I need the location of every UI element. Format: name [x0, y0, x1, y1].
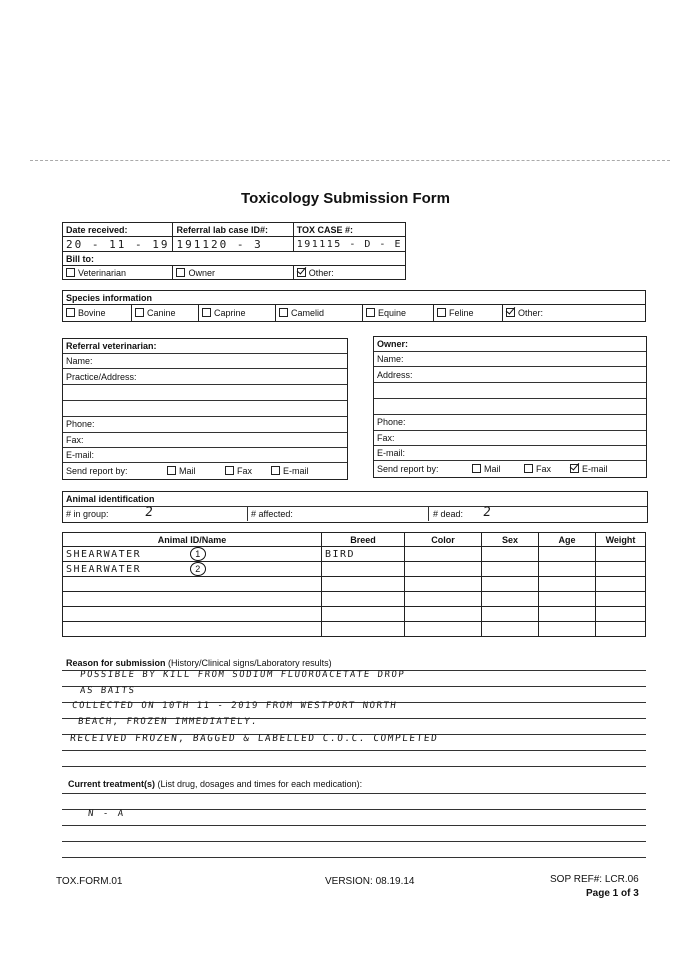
- species-section: [62, 290, 646, 322]
- referral-lab-value: 191120 - 3: [176, 237, 263, 251]
- checkbox[interactable]: [135, 308, 144, 317]
- reason-label: Reason for submission: [66, 658, 166, 668]
- referral-vet-phone-label: Phone:: [66, 419, 95, 429]
- referral-lab-label: Referral lab case ID#:: [173, 223, 293, 237]
- animal-tag: 2: [190, 562, 206, 576]
- page-number: Page 1 of 3: [586, 888, 639, 899]
- referral-vet-email-option[interactable]: E-mail: [271, 466, 309, 476]
- checkbox[interactable]: [225, 466, 234, 475]
- animal-identification-label: Animal identification: [66, 494, 155, 504]
- animal-breed: BIRD: [325, 548, 356, 560]
- checkbox[interactable]: [202, 308, 211, 317]
- tox-case-value: 191115 - D - E: [296, 238, 402, 250]
- table-row: [63, 592, 646, 607]
- treatment-section: [62, 777, 646, 867]
- species-caprine[interactable]: Caprine: [199, 305, 276, 322]
- owner-mail-option[interactable]: Mail: [472, 464, 501, 474]
- checkbox[interactable]: [66, 308, 75, 317]
- owner-email-option[interactable]: E-mail: [570, 464, 608, 474]
- referral-vet-name-label: Name:: [66, 356, 93, 366]
- table-row: [63, 577, 646, 592]
- treatment-label: Current treatment(s): [68, 779, 156, 789]
- animal-table: [62, 532, 646, 637]
- in-group-label: # in group:: [66, 509, 109, 519]
- referral-vet-fax-label: Fax:: [66, 435, 84, 445]
- reason-sub-label: (History/Clinical signs/Laboratory results): [168, 658, 332, 668]
- checkbox-checked[interactable]: [570, 464, 579, 473]
- reason-line: BEACH, FROZEN IMMEDIATELY.: [77, 717, 259, 727]
- checkbox[interactable]: [472, 464, 481, 473]
- species-equine[interactable]: Equine: [363, 305, 434, 322]
- referral-vet-send-report-label: Send report by:: [66, 466, 128, 476]
- column-header: Weight: [596, 533, 646, 547]
- referral-vet-email-label: E-mail:: [66, 450, 95, 460]
- species-bovine[interactable]: Bovine: [63, 305, 132, 322]
- referral-vet-practice-label: Practice/Address:: [66, 372, 137, 382]
- table-row: [63, 607, 646, 622]
- owner-fax-label: Fax:: [377, 433, 395, 443]
- checkbox[interactable]: [167, 466, 176, 475]
- animal-name: SHEARWATER: [66, 549, 142, 560]
- column-header: Animal ID/Name: [63, 533, 322, 547]
- affected-label: # affected:: [251, 509, 293, 519]
- treatment-sub-label: (List drug, dosages and times for each medication):: [157, 779, 363, 789]
- reason-line: POSSIBLE BY KILL FROM SODIUM FLUOROACETATE DROP: [79, 670, 406, 680]
- bill-veterinarian-option[interactable]: Veterinarian: [63, 266, 173, 280]
- bill-other-option[interactable]: Other:: [293, 266, 405, 280]
- referral-vet-label: Referral veterinarian:: [66, 341, 157, 351]
- checkbox-checked[interactable]: [506, 308, 515, 317]
- checkbox[interactable]: [279, 308, 288, 317]
- column-header: Breed: [322, 533, 405, 547]
- checkbox[interactable]: [176, 268, 185, 277]
- referral-vet-fax-option[interactable]: Fax: [225, 466, 252, 476]
- owner-name-label: Name:: [377, 354, 404, 364]
- table-row: [63, 562, 646, 577]
- owner-label: Owner:: [377, 339, 409, 349]
- dead-value: 2: [482, 505, 494, 520]
- species-canine[interactable]: Canine: [132, 305, 199, 322]
- owner-fax-option[interactable]: Fax: [524, 464, 551, 474]
- referral-vet-box: [62, 338, 348, 480]
- species-label: Species information: [63, 291, 646, 305]
- animal-identification-box: [62, 491, 648, 523]
- in-group-value: 2: [144, 505, 156, 520]
- bill-to-label: Bill to:: [63, 252, 406, 266]
- species-camelid[interactable]: Camelid: [276, 305, 363, 322]
- reason-line: RECEIVED FROZEN, BAGGED & LABELLED C.O.C. COMPLETED: [69, 733, 439, 744]
- checkbox[interactable]: [524, 464, 533, 473]
- dead-label: # dead:: [433, 509, 464, 519]
- form-id: TOX.FORM.01: [56, 876, 123, 887]
- sop-ref: SOP REF#: LCR.06: [550, 874, 639, 885]
- checkbox[interactable]: [271, 466, 280, 475]
- owner-email-label: E-mail:: [377, 448, 406, 458]
- bill-owner-option[interactable]: Owner: [173, 266, 293, 280]
- checkbox-checked[interactable]: [297, 268, 306, 277]
- owner-phone-label: Phone:: [377, 417, 406, 427]
- reason-line: COLLECTED ON 10TH 11 - 2019 FROM WESTPORT NORTH: [71, 701, 398, 711]
- table-row: [63, 622, 646, 637]
- animal-name: SHEARWATER: [66, 564, 142, 575]
- table-row: [63, 547, 646, 562]
- column-header: Age: [539, 533, 596, 547]
- species-feline[interactable]: Feline: [434, 305, 503, 322]
- checkbox[interactable]: [66, 268, 75, 277]
- reason-section: [62, 658, 646, 770]
- owner-address-label: Address:: [377, 370, 413, 380]
- tox-case-label: TOX CASE #:: [293, 223, 405, 237]
- species-other[interactable]: Other:: [503, 305, 646, 322]
- scan-line-top: [30, 160, 670, 161]
- owner-send-report-label: Send report by:: [377, 464, 439, 474]
- checkbox[interactable]: [437, 308, 446, 317]
- date-received-value: 20 - 11 - 19: [66, 237, 170, 251]
- date-received-label: Date received:: [63, 223, 173, 237]
- referral-vet-mail-option[interactable]: Mail: [167, 466, 196, 476]
- header-section: [62, 222, 406, 280]
- form-version: VERSION: 08.19.14: [325, 876, 415, 887]
- column-header: Sex: [482, 533, 539, 547]
- form-title: Toxicology Submission Form: [241, 190, 450, 207]
- column-header: Color: [405, 533, 482, 547]
- reason-line: AS BAITS: [79, 686, 136, 696]
- animal-tag: 1: [190, 547, 206, 561]
- treatment-value: N - A: [87, 809, 126, 819]
- checkbox[interactable]: [366, 308, 375, 317]
- owner-box: [373, 336, 647, 478]
